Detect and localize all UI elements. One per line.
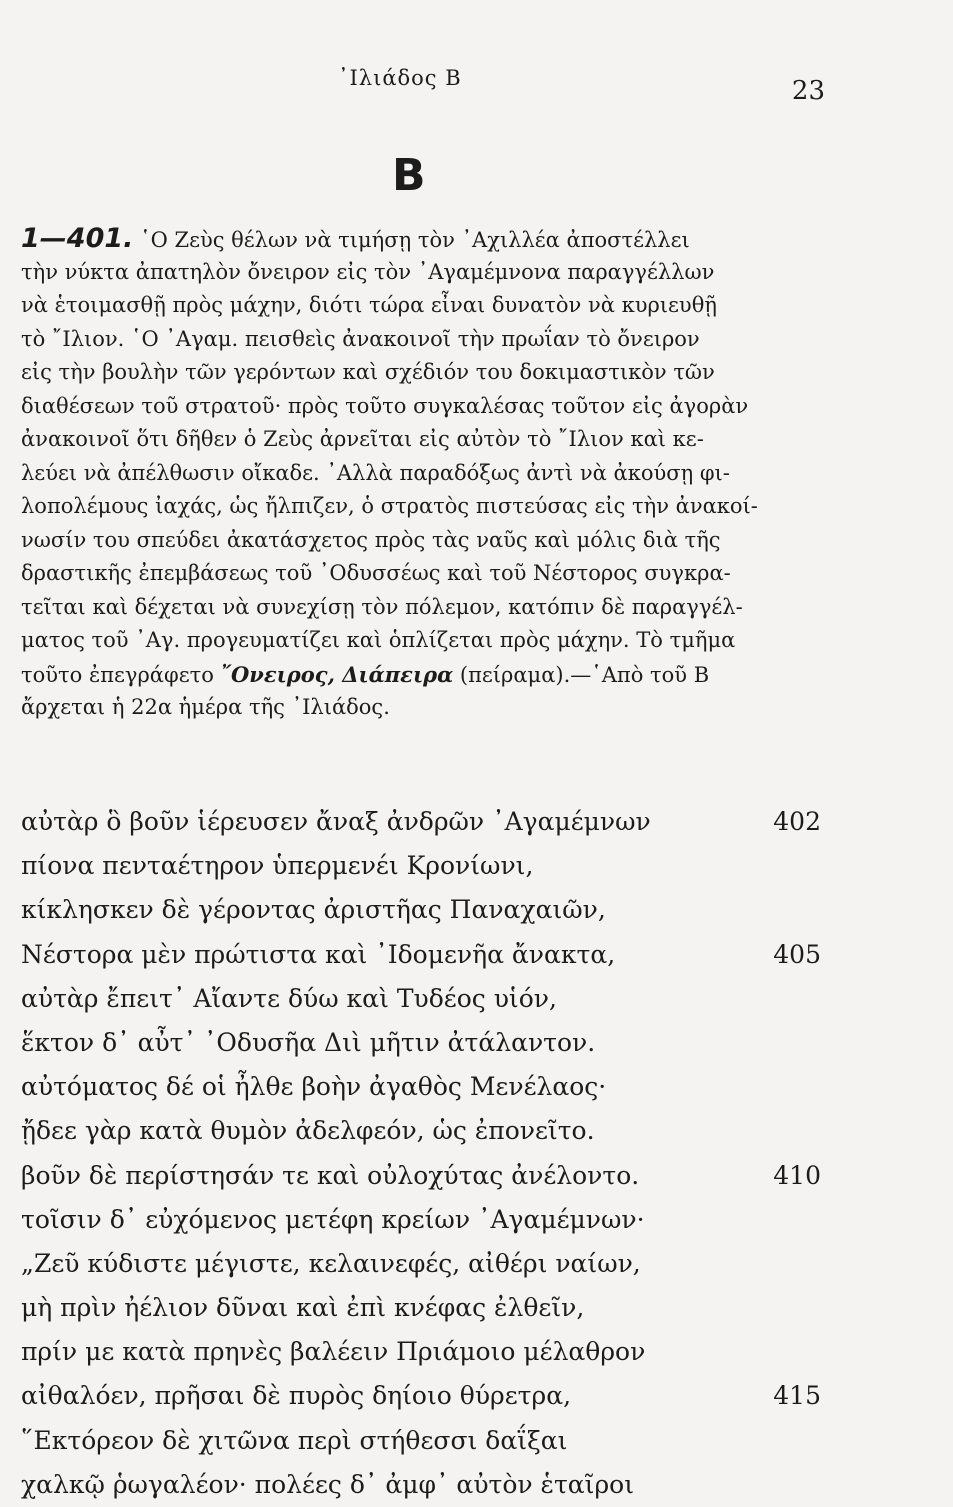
line-number: 415 [773, 1381, 821, 1411]
line-number: 410 [773, 1160, 821, 1190]
verse-line [21, 977, 821, 1021]
verse-line [21, 1242, 821, 1286]
verse-line [21, 800, 821, 844]
verse-line [21, 1419, 821, 1463]
verse-line [21, 1463, 821, 1507]
verse-line [21, 933, 821, 977]
verse-text: αὐτόματος δέ οἱ ἦλθε βοὴν ἀγαθὸς Μενέλαος· [21, 1072, 607, 1102]
summary-line: τοῦτο ἐπεγράφετο ῎Ονειρος, Διάπειρα (πείραμα).—῾Απὸ τοῦ Β [21, 661, 710, 687]
verse-text: πρίν με κατὰ πρηνὲς βαλέειν Πριάμοιο μέλαθρον [21, 1337, 646, 1367]
summary-line: εἰς τὴν βουλὴν τῶν γερόντων καὶ σχέδιόν του δοκιμαστικὸν τῶν [21, 360, 715, 384]
summary-line: 1—401. ῾Ο Ζεὺς θέλων νὰ τιμήσῃ τὸν ᾿Αχιλλέα ἀποστέλλει [21, 223, 690, 254]
verse-text: Νέστορα μὲν πρώτιστα καὶ ᾿Ιδομενῆα ἄνακτα, [21, 939, 616, 969]
verse-text: τοῖσιν δ᾿ εὐχόμενος μετέφη κρείων ᾿Αγαμέμνων· [21, 1204, 645, 1234]
verse-block [21, 800, 821, 1507]
verse-line [21, 1286, 821, 1330]
verse-text: αὐτὰρ ὃ βοῦν ἱέρευσεν ἄναξ ἀνδρῶν ᾿Αγαμέμνων [21, 807, 651, 836]
verse-line [21, 1065, 821, 1109]
summary-line: ἀνακοινοῖ ὅτι δῆθεν ὁ Ζεὺς ἀρνεῖται εἰς αὐτὸν τὸ ῎Ιλιον καὶ κε- [21, 427, 704, 451]
summary-line: διαθέσεων τοῦ στρατοῦ· πρὸς τοῦτο συγκαλέσας τοῦτον εἰς ἀγορὰν [21, 393, 749, 418]
verse-text: ῞Εκτόρεον δὲ χιτῶνα περὶ στήθεσσι δαΐξαι [21, 1425, 568, 1455]
book-heading: Β [392, 150, 426, 201]
line-number: 402 [773, 807, 821, 836]
verse-text: ᾔδεε γὰρ κατὰ θυμὸν ἀδελφεόν, ὡς ἐπονεῖτο. [21, 1116, 595, 1146]
verse-range: 1—401. [21, 223, 134, 254]
verse-line [21, 1330, 821, 1374]
running-title: ᾿Ιλιάδος Β [338, 66, 462, 90]
summary-line: λοπολέμους ἰαχάς, ὡς ἤλπιζεν, ὁ στρατὸς πιστεύσας εἰς τὴν ἀνακοί- [21, 494, 758, 518]
verse-text: μὴ πρὶν ἠέλιον δῦναι καὶ ἐπὶ κνέφας ἐλθεῖν, [21, 1293, 585, 1323]
verse-line [21, 1021, 821, 1065]
verse-line [21, 1198, 821, 1242]
summary-line: λεύει νὰ ἀπέλθωσιν οἴκαδε. ᾿Αλλὰ παραδόξως ἀντὶ νὰ ἀκούσῃ φι- [21, 460, 730, 485]
verse-text: αἰθαλόεν, πρῆσαι δὲ πυρὸς δηίοιο θύρετρα, [21, 1381, 572, 1411]
summary-paragraph [21, 222, 821, 725]
summary-line: δραστικῆς ἐπεμβάσεως τοῦ ᾿Οδυσσέως καὶ τοῦ Νέστορος συγκρα- [21, 561, 731, 585]
verse-text: αὐτὰρ ἔπειτ᾿ Αἴαντε δύω καὶ Τυδέος υἱόν, [21, 983, 557, 1013]
verse-line [21, 1154, 821, 1198]
summary-line: τεῖται καὶ δέχεται νὰ συνεχίσῃ τὸν πόλεμον, κατόπιν δὲ παραγγέλ- [21, 594, 743, 619]
summary-line: τὸ ῎Ιλιον. ῾Ο ᾿Αγαμ. πεισθεὶς ἀνακοινοῖ τὴν πρωΐαν τὸ ὄνειρον [21, 326, 700, 351]
section-title: ῎Ονειρος, Διάπειρα [220, 661, 454, 687]
verse-line [21, 844, 821, 888]
verse-text: κίκλησκεν δὲ γέροντας ἀριστῆας Παναχαιῶν, [21, 895, 606, 925]
running-head [0, 66, 953, 106]
verse-line [21, 888, 821, 932]
summary-line: ἄρχεται ἡ 22α ἡμέρα τῆς ᾿Ιλιάδος. [21, 695, 390, 719]
summary-line: τὴν νύκτα ἀπατηλὸν ὄνειρον εἰς τὸν ᾿Αγαμέμνονα παραγγέλλων [21, 259, 715, 284]
verse-text: „Ζεῦ κύδιστε μέγιστε, κελαινεφές, αἰθέρι ναίων, [21, 1248, 641, 1278]
page-number: 23 [791, 76, 825, 106]
line-number: 405 [773, 939, 821, 969]
verse-text: πίονα πενταέτηρον ὑπερμενέι Κρονίωνι, [21, 851, 534, 881]
verse-text: χαλκῷ ῥωγαλέον· πολέες δ᾿ ἀμφ᾿ αὐτὸν ἑταῖροι [21, 1469, 635, 1499]
verse-line [21, 1109, 821, 1153]
summary-line: νωσίν του σπεύδει ἀκατάσχετος πρὸς τὰς ναῦς καὶ μόλις διὰ τῆς [21, 527, 721, 552]
verse-line [21, 1374, 821, 1418]
summary-line: νὰ ἑτοιμασθῇ πρὸς μάχην, διότι τώρα εἶναι δυνατὸν νὰ κυριευθῇ [21, 293, 717, 317]
summary-line: ματος τοῦ ᾿Αγ. προγευματίζει καὶ ὁπλίζεται πρὸς μάχην. Τὸ τμῆμα [21, 628, 736, 652]
verse-text: βοῦν δὲ περίστησάν τε καὶ οὐλοχύτας ἀνέλοντο. [21, 1160, 640, 1190]
verse-text: ἕκτον δ᾿ αὖτ᾿ ᾿Οδυσῆα Διὶ μῆτιν ἀτάλαντον. [21, 1027, 596, 1057]
